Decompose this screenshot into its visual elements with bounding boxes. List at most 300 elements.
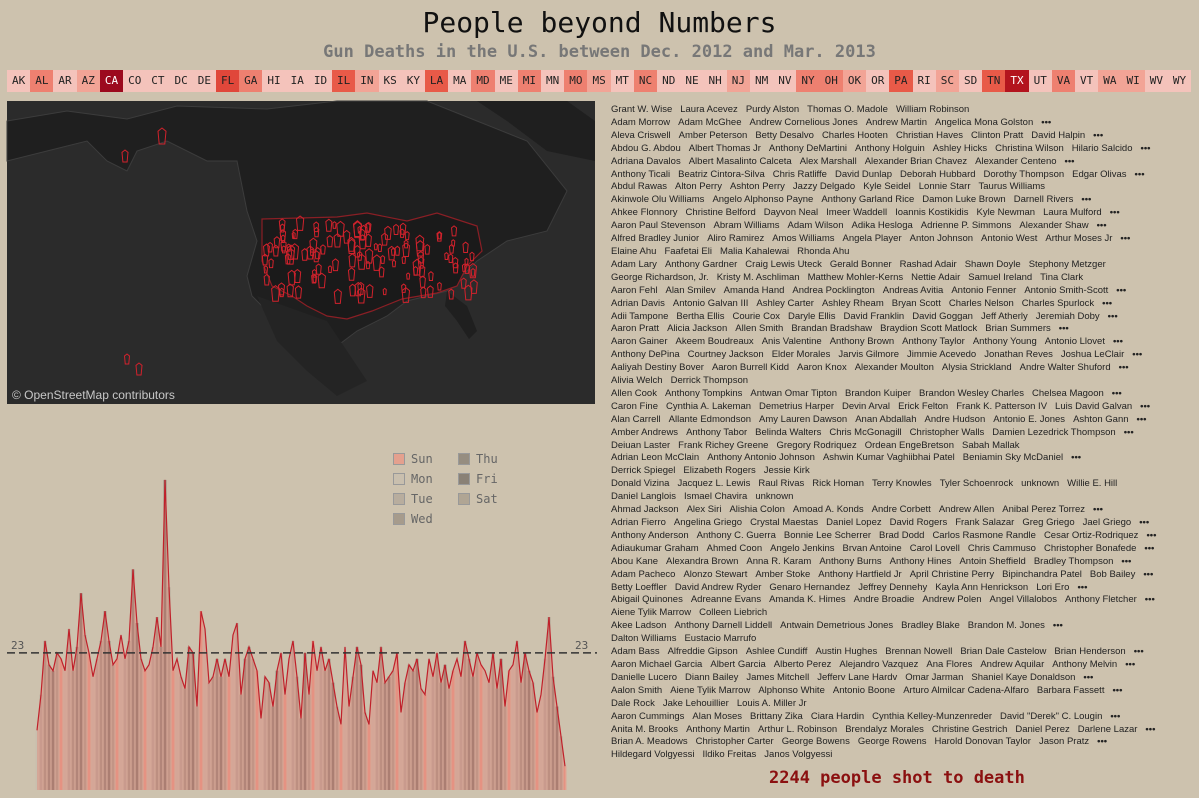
victim-name[interactable]: Grant W. Wise <box>611 104 673 115</box>
victim-name[interactable]: Gerald Bonner <box>829 258 892 270</box>
state-ct[interactable]: CT <box>146 70 169 92</box>
more-names-button[interactable]: ••• <box>1146 529 1157 541</box>
victim-name[interactable]: Bob Bailey <box>1089 568 1136 580</box>
state-pa[interactable]: PA <box>889 70 912 92</box>
state-ga[interactable]: GA <box>239 70 262 92</box>
victim-name[interactable]: Antonio Smith-Scott <box>1024 284 1109 296</box>
victim-name[interactable]: Caron Fine <box>611 400 658 412</box>
victim-name[interactable]: Ismael Chavira <box>683 491 748 503</box>
victim-name[interactable]: Anis Valentine <box>761 336 822 348</box>
victim-name[interactable]: Ciara Hardin <box>810 710 865 722</box>
victim-name[interactable]: Derrick Thompson <box>670 375 749 387</box>
more-names-button[interactable]: ••• <box>1109 207 1120 219</box>
victim-name[interactable]: Brad Dodd <box>879 529 925 541</box>
victim-name[interactable]: Diann Bailey <box>685 671 739 683</box>
victim-name[interactable]: Faafetai Eli <box>664 245 712 257</box>
victim-name[interactable]: Albert Garcia <box>710 658 766 670</box>
victim-name[interactable]: Brandan Bradshaw <box>791 323 873 335</box>
victim-name[interactable]: George Rowens <box>857 736 927 748</box>
victim-name[interactable]: Antonio Llovet <box>1044 336 1105 348</box>
victim-name[interactable]: Deborah Hubbard <box>900 168 976 180</box>
victim-name[interactable]: Bertha Ellis <box>676 310 725 322</box>
victim-name[interactable]: unknown <box>1021 478 1060 490</box>
victim-name[interactable]: Ashley Carter <box>756 297 814 309</box>
victim-name[interactable]: Antonio Boone <box>832 684 896 696</box>
state-or[interactable]: OR <box>866 70 889 92</box>
victim-name[interactable]: Ashton Gann <box>1073 413 1129 425</box>
victim-name[interactable]: Amber Stoke <box>755 568 811 580</box>
victim-name[interactable]: Hildegard Volgyessi <box>611 749 695 761</box>
victim-name[interactable]: Adam McGhee <box>678 116 742 128</box>
victim-name[interactable]: Cynthia A. Lakeman <box>666 400 752 412</box>
victim-name[interactable]: Imeer Waddell <box>826 207 888 219</box>
victim-name[interactable]: Purdy Alston <box>745 104 800 115</box>
state-sd[interactable]: SD <box>959 70 982 92</box>
state-ok[interactable]: OK <box>843 70 866 92</box>
victim-name[interactable]: Ioannis Kostikidis <box>895 207 969 219</box>
victim-name[interactable]: Ordean EngeBretson <box>864 439 954 451</box>
victim-name[interactable]: Andreas Avitia <box>882 284 944 296</box>
victim-name[interactable]: Adii Tampone <box>611 310 669 322</box>
victim-name[interactable]: Janos Volgyessi <box>764 749 833 761</box>
victim-name[interactable]: Frank Richey Greene <box>678 439 769 451</box>
victim-name[interactable]: Adiaukumar Graham <box>611 542 699 554</box>
victim-name[interactable]: Willie E. Hill <box>1067 478 1118 490</box>
victim-name[interactable]: Antonio Fenner <box>951 284 1017 296</box>
state-tx[interactable]: TX <box>1005 70 1028 92</box>
state-oh[interactable]: OH <box>820 70 843 92</box>
victim-name[interactable]: Shawn Doyle <box>964 258 1021 270</box>
victim-name[interactable]: Jazzy Delgado <box>792 181 856 193</box>
victim-name[interactable]: Dorothy Thompson <box>983 168 1065 180</box>
more-names-button[interactable]: ••• <box>1116 284 1127 296</box>
victim-name[interactable]: Adika Hesloga <box>851 220 913 232</box>
victim-name[interactable]: Alan Carrell <box>611 413 661 425</box>
victim-name[interactable]: Amoad A. Konds <box>792 504 864 516</box>
victim-name[interactable]: Alivia Welch <box>611 375 663 387</box>
more-names-button[interactable]: ••• <box>1111 387 1122 399</box>
victim-name[interactable]: Anthony Fletcher <box>1064 594 1137 606</box>
victim-name[interactable]: Bipinchandra Patel <box>1002 568 1082 580</box>
victim-name[interactable]: Greg Griego <box>1022 517 1075 528</box>
victim-name[interactable]: Belinda Walters <box>755 426 822 438</box>
victim-name[interactable]: Andre Walter Shuford <box>1019 362 1111 374</box>
victim-name[interactable]: Anthony C. Guerra <box>696 529 776 541</box>
victim-name[interactable]: Andre Broadie <box>853 594 915 606</box>
victim-name[interactable]: Adrian Leon McClain <box>611 452 700 464</box>
victim-name[interactable]: Luis David Galvan <box>1055 400 1133 412</box>
victim-name[interactable]: Chelsea Magoon <box>1031 387 1104 399</box>
more-names-button[interactable]: ••• <box>1132 349 1143 361</box>
more-names-button[interactable]: ••• <box>1140 142 1151 154</box>
victim-name[interactable]: Ahmad Jackson <box>611 504 679 516</box>
more-names-button[interactable]: ••• <box>1144 542 1155 554</box>
state-ky[interactable]: KY <box>402 70 425 92</box>
victim-name[interactable]: Aaron Paul Stevenson <box>611 220 706 232</box>
victim-name[interactable]: Anthony Young <box>972 336 1037 348</box>
victim-name[interactable]: Braydion Scott Matlock <box>880 323 978 335</box>
victim-name[interactable]: Kyle Newman <box>976 207 1036 219</box>
victim-name[interactable]: Jeff Atherly <box>980 310 1028 322</box>
victim-name[interactable]: Christopher Walls <box>909 426 985 438</box>
more-names-button[interactable]: ••• <box>1144 594 1155 606</box>
more-names-button[interactable]: ••• <box>1120 233 1131 245</box>
state-ks[interactable]: KS <box>379 70 402 92</box>
victim-name[interactable]: Anna R. Karam <box>746 555 812 567</box>
more-names-button[interactable]: ••• <box>1123 426 1134 438</box>
state-wv[interactable]: WV <box>1145 70 1168 92</box>
victim-name[interactable]: Charles Nelson <box>948 297 1014 309</box>
victim-name[interactable]: Adrian Fierro <box>611 517 666 528</box>
victim-name[interactable]: Derrick Spiegel <box>611 465 676 477</box>
victim-name[interactable]: Brvan Antoine <box>842 542 902 554</box>
state-me[interactable]: ME <box>495 70 518 92</box>
victim-name[interactable]: Kayla Ann Henrickson <box>935 581 1029 593</box>
victim-name[interactable]: Christopher Bonafede <box>1043 542 1137 554</box>
victim-name[interactable]: Ana Flores <box>926 658 973 670</box>
victim-name[interactable]: George Bowens <box>781 736 850 748</box>
victim-name[interactable]: Ashley Rheam <box>821 297 884 309</box>
victim-name[interactable]: Aaron Gainer <box>611 336 668 348</box>
more-names-button[interactable]: ••• <box>1139 517 1150 528</box>
victim-name[interactable]: Brendalyz Morales <box>845 723 924 735</box>
victim-name[interactable]: Eustacio Marrufo <box>684 633 757 645</box>
more-names-button[interactable]: ••• <box>1097 736 1108 748</box>
victim-name[interactable]: James Mitchell <box>746 671 810 683</box>
victim-name[interactable]: Brandon Kuiper <box>845 387 912 399</box>
victim-name[interactable]: Abou Kane <box>611 555 659 567</box>
victim-name[interactable]: Donald Vizina <box>611 478 670 490</box>
victim-name[interactable]: Akee Ladson <box>611 620 667 632</box>
victim-name[interactable]: Angel Villalobos <box>989 594 1057 606</box>
victim-name[interactable]: Edgar Olivas <box>1072 168 1127 180</box>
state-ca[interactable]: CA <box>100 70 123 92</box>
victim-name[interactable]: Alejandro Vazquez <box>839 658 919 670</box>
victim-name[interactable]: Anthony Burns <box>819 555 882 567</box>
victim-name[interactable]: George Richardson, Jr. <box>611 271 709 283</box>
victim-name[interactable]: Barbara Fassett <box>1036 684 1105 696</box>
victim-name[interactable]: Hilario Salcido <box>1071 142 1133 154</box>
victim-name[interactable]: Ildiko Freitas <box>702 749 757 761</box>
victim-name[interactable]: Arthur Moses Jr <box>1045 233 1113 245</box>
victim-name[interactable]: Jeffrey Dennehy <box>858 581 928 593</box>
victim-name[interactable]: Aleva Criswell <box>611 129 671 141</box>
victim-name[interactable]: Brandon Wesley Charles <box>919 387 1024 399</box>
victim-name[interactable]: Bradley Thompson <box>1033 555 1114 567</box>
victim-name[interactable]: Louis A. Miller Jr <box>736 697 807 709</box>
state-nv[interactable]: NV <box>773 70 796 92</box>
state-tn[interactable]: TN <box>982 70 1005 92</box>
victim-name[interactable]: Alphonso White <box>758 684 825 696</box>
victim-name[interactable]: Aaron Cummings <box>611 710 685 722</box>
victim-name[interactable]: Thomas O. Madole <box>807 104 888 115</box>
state-in[interactable]: IN <box>355 70 378 92</box>
victim-name[interactable]: Devin Arval <box>842 400 891 412</box>
victim-name[interactable]: Abigail Quinones <box>611 594 683 606</box>
victim-name[interactable]: Nettie Adair <box>911 271 961 283</box>
victim-name[interactable]: Deiuan Laster <box>611 439 671 451</box>
victim-name[interactable]: Demetrius Harper <box>759 400 834 412</box>
victim-name[interactable]: Anthony Ticali <box>611 168 671 180</box>
state-il[interactable]: IL <box>332 70 355 92</box>
victim-name[interactable]: Chris Cammuso <box>967 542 1036 554</box>
victim-name[interactable]: Matthew Mohler-Kerns <box>807 271 904 283</box>
state-hi[interactable]: HI <box>262 70 285 92</box>
victim-name[interactable]: Angelo Jenkins <box>770 542 835 554</box>
victim-name[interactable]: Jason Pratz <box>1038 736 1090 748</box>
victim-name[interactable]: Antonio Galvan III <box>672 297 749 309</box>
state-vt[interactable]: VT <box>1075 70 1098 92</box>
victim-name[interactable]: Andre Corbett <box>871 504 931 516</box>
victim-name[interactable]: Aaron Knox <box>797 362 847 374</box>
victim-name[interactable]: Anita M. Brooks <box>611 723 679 735</box>
victim-name[interactable]: Aaron Burrell Kidd <box>711 362 790 374</box>
victim-name[interactable]: Gregory Rodriquez <box>776 439 857 451</box>
victim-name[interactable]: Genaro Hernandez <box>769 581 851 593</box>
victim-name[interactable]: Bryan Scott <box>891 297 941 309</box>
victim-name[interactable]: Christopher Carter <box>695 736 774 748</box>
victim-name[interactable]: Beniamin Sky McDaniel <box>962 452 1064 464</box>
victim-name[interactable]: Charles Spurlock <box>1021 297 1095 309</box>
victim-name[interactable]: Ashley Hicks <box>932 142 988 154</box>
victim-name[interactable]: Ahkee Flonnory <box>611 207 678 219</box>
victim-name[interactable]: Antoin Sheffield <box>959 555 1026 567</box>
victim-name[interactable]: Brian A. Meadows <box>611 736 688 748</box>
victim-name[interactable]: Antwan Omar Tipton <box>750 387 838 399</box>
state-mn[interactable]: MN <box>541 70 564 92</box>
victim-name[interactable]: Christina Wilson <box>995 142 1064 154</box>
victim-name[interactable]: Jake Lehouillier <box>662 697 729 709</box>
victim-name[interactable]: Clinton Pratt <box>971 129 1024 141</box>
state-id[interactable]: ID <box>309 70 332 92</box>
more-names-button[interactable]: ••• <box>1136 413 1147 425</box>
victim-name[interactable]: Chris Ratliffe <box>772 168 827 180</box>
victim-name[interactable]: Damien Lezedrick Thompson <box>992 426 1116 438</box>
state-sc[interactable]: SC <box>936 70 959 92</box>
victim-name[interactable]: Bradley Blake <box>901 620 960 632</box>
state-ak[interactable]: AK <box>7 70 30 92</box>
map-canvas[interactable] <box>7 101 595 404</box>
victim-name[interactable]: Ashwin Kumar Vaghiibhai Patel <box>822 452 955 464</box>
victim-name[interactable]: Rashad Adair <box>899 258 957 270</box>
state-fl[interactable]: FL <box>216 70 239 92</box>
victim-name[interactable]: Amos Williams <box>772 233 835 245</box>
victim-name[interactable]: Elaine Ahu <box>611 245 657 257</box>
victim-name[interactable]: Anthony Brown <box>829 336 895 348</box>
more-names-button[interactable]: ••• <box>1112 336 1123 348</box>
victim-name[interactable]: Aaliyah Destiny Bover <box>611 362 704 374</box>
victim-name[interactable]: Antwain Demetrious Jones <box>780 620 894 632</box>
victim-name[interactable]: Anthony Garland Rice <box>821 194 915 206</box>
victim-name[interactable]: Dayvon Neal <box>763 207 819 219</box>
more-names-button[interactable]: ••• <box>1125 658 1136 670</box>
state-ms[interactable]: MS <box>587 70 610 92</box>
victim-name[interactable]: Christian Haves <box>895 129 964 141</box>
victim-name[interactable]: Beatriz Cintora-Silva <box>678 168 765 180</box>
more-names-button[interactable]: ••• <box>1071 452 1082 464</box>
victim-name[interactable]: Andrew Cornelious Jones <box>749 116 858 128</box>
victim-name[interactable]: Anthony Melvin <box>1052 658 1118 670</box>
victim-name[interactable]: Anthony DeMartini <box>768 142 848 154</box>
victim-name[interactable]: Danielle Lucero <box>611 671 678 683</box>
victim-name[interactable]: Terry Knowles <box>872 478 932 490</box>
victim-name[interactable]: David Halpin <box>1031 129 1086 141</box>
victim-name[interactable]: Alan Moses <box>692 710 743 722</box>
state-al[interactable]: AL <box>30 70 53 92</box>
state-nm[interactable]: NM <box>750 70 773 92</box>
victim-name[interactable]: Adam Bass <box>611 646 660 658</box>
more-names-button[interactable]: ••• <box>1083 671 1094 683</box>
victim-name[interactable]: Damon Luke Brown <box>922 194 1006 206</box>
more-names-button[interactable]: ••• <box>1058 323 1069 335</box>
victim-name[interactable]: David Dunlap <box>834 168 892 180</box>
victim-name[interactable]: Anibal Perez Torrez <box>1002 504 1086 516</box>
victim-name[interactable]: Anton Johnson <box>909 233 974 245</box>
victim-name[interactable]: Amber Andrews <box>611 426 679 438</box>
victim-name[interactable]: Alfred Bradley Junior <box>611 233 700 245</box>
state-ri[interactable]: RI <box>913 70 936 92</box>
victim-name[interactable]: Anthony Antonio Johnson <box>707 452 815 464</box>
victim-name[interactable]: Aliro Ramirez <box>707 233 765 245</box>
state-nh[interactable]: NH <box>704 70 727 92</box>
more-names-button[interactable]: ••• <box>1121 555 1132 567</box>
state-co[interactable]: CO <box>123 70 146 92</box>
victim-name[interactable]: Samuel Ireland <box>968 271 1033 283</box>
victim-name[interactable]: Alexandra Brown <box>666 555 739 567</box>
victim-name[interactable]: Alex Marshall <box>799 155 857 167</box>
victim-name[interactable]: Anthony Hines <box>889 555 952 567</box>
victim-name[interactable]: Laura Acevez <box>680 104 738 115</box>
victim-name[interactable]: Adam Morrow <box>611 116 671 128</box>
victim-name[interactable]: Ashlee Cundiff <box>745 646 808 658</box>
more-names-button[interactable]: ••• <box>1096 220 1107 232</box>
state-wa[interactable]: WA <box>1098 70 1121 92</box>
state-az[interactable]: AZ <box>77 70 100 92</box>
victim-name[interactable]: Laura Mulford <box>1043 207 1102 219</box>
victim-name[interactable]: Courie Cox <box>732 310 780 322</box>
victim-name[interactable]: Anthony Martin <box>686 723 750 735</box>
state-nc[interactable]: NC <box>634 70 657 92</box>
victim-name[interactable]: Amber Peterson <box>678 129 748 141</box>
victim-name[interactable]: Taurus Williams <box>978 181 1046 193</box>
victim-name[interactable]: Harold Donovan Taylor <box>934 736 1031 748</box>
more-names-button[interactable]: ••• <box>1041 116 1052 128</box>
victim-name[interactable]: Brittany Zika <box>750 710 803 722</box>
victim-name[interactable]: Albert Masalinto Calceta <box>688 155 792 167</box>
state-la[interactable]: LA <box>425 70 448 92</box>
state-va[interactable]: VA <box>1052 70 1075 92</box>
state-ny[interactable]: NY <box>796 70 819 92</box>
victim-name[interactable]: Austin Hughes <box>815 646 878 658</box>
victim-name[interactable]: Adam Wilson <box>787 220 844 232</box>
victim-name[interactable]: Frank Salazar <box>955 517 1015 528</box>
victim-name[interactable]: Adrian Davis <box>611 297 665 309</box>
victim-name[interactable]: Antonio West <box>981 233 1038 245</box>
victim-name[interactable]: Darlene Lazar <box>1077 723 1138 735</box>
victim-name[interactable]: Allante Edmondson <box>668 413 752 425</box>
victim-name[interactable]: Amanda Hand <box>723 284 785 296</box>
victim-name[interactable]: Aaron Pratt <box>611 323 660 335</box>
victim-name[interactable]: Courtney Jackson <box>687 349 764 361</box>
victim-name[interactable]: Albert Thomas Jr <box>688 142 761 154</box>
victim-name[interactable]: Aiene Tylik Marrow <box>611 607 692 619</box>
victim-name[interactable]: Colleen Liebrich <box>699 607 768 619</box>
state-md[interactable]: MD <box>471 70 494 92</box>
more-names-button[interactable]: ••• <box>1140 400 1151 412</box>
victim-name[interactable]: Omar Jarman <box>905 671 964 683</box>
victim-name[interactable]: Andrew Martin <box>865 116 928 128</box>
victim-name[interactable]: Anthony Tabor <box>686 426 748 438</box>
more-names-button[interactable]: ••• <box>1118 362 1129 374</box>
victim-name[interactable]: Ashton Perry <box>729 181 785 193</box>
map-panel[interactable] <box>7 101 595 404</box>
victim-name[interactable]: Jessie Kirk <box>763 465 810 477</box>
state-de[interactable]: DE <box>193 70 216 92</box>
victim-name[interactable]: Alexander Shaw <box>1019 220 1089 232</box>
state-nd[interactable]: ND <box>657 70 680 92</box>
victim-name[interactable]: Brian Henderson <box>1054 646 1126 658</box>
victim-name[interactable]: Anthony Taylor <box>902 336 965 348</box>
victim-name[interactable]: unknown <box>755 491 794 503</box>
victim-name[interactable]: Elder Morales <box>771 349 831 361</box>
victim-name[interactable]: Ahmed Coon <box>706 542 763 554</box>
state-wy[interactable]: WY <box>1168 70 1191 92</box>
more-names-button[interactable]: ••• <box>1093 129 1104 141</box>
victim-name[interactable]: Arturo Almilcar Cadena-Alfaro <box>903 684 1029 696</box>
victim-name[interactable]: Shaniel Kaye Donaldson <box>971 671 1076 683</box>
victim-name[interactable]: Tina Clark <box>1040 271 1084 283</box>
victim-name[interactable]: Joshua LeClair <box>1060 349 1125 361</box>
victim-name[interactable]: April Christine Perry <box>909 568 995 580</box>
state-ma[interactable]: MA <box>448 70 471 92</box>
victim-name[interactable]: Andrew Allen <box>938 504 995 516</box>
victim-name[interactable]: Alan Smilev <box>665 284 716 296</box>
victim-name[interactable]: Andrea Pocklington <box>792 284 875 296</box>
more-names-button[interactable]: ••• <box>1102 297 1113 309</box>
victim-name[interactable]: Brennan Nowell <box>885 646 953 658</box>
victim-name[interactable]: Raul Rivas <box>758 478 805 490</box>
victim-name[interactable]: Crystal Maestas <box>750 517 819 528</box>
victim-name[interactable]: Amy Lauren Dawson <box>759 413 848 425</box>
victim-name[interactable]: Jonathan Reves <box>984 349 1053 361</box>
victim-name[interactable]: Cynthia Kelley-Munzenreder <box>872 710 993 722</box>
more-names-button[interactable]: ••• <box>1064 155 1075 167</box>
victim-name[interactable]: Aaron Fehl <box>611 284 658 296</box>
victim-name[interactable]: Carlos Rasmone Randle <box>932 529 1036 541</box>
victim-name[interactable]: Betty Desalvo <box>755 129 814 141</box>
more-names-button[interactable]: ••• <box>1145 723 1156 735</box>
victim-name[interactable]: Brian Dale Castelow <box>960 646 1047 658</box>
state-dc[interactable]: DC <box>170 70 193 92</box>
victim-name[interactable]: Antonio E. Jones <box>993 413 1066 425</box>
victim-name[interactable]: Carol Lovell <box>909 542 960 554</box>
victim-name[interactable]: Adrienne P. Simmons <box>920 220 1012 232</box>
victim-name[interactable]: Jeremiah Doby <box>1035 310 1100 322</box>
victim-name[interactable]: David Rogers <box>889 517 948 528</box>
victim-name[interactable]: Daryle Ellis <box>787 310 836 322</box>
victim-name[interactable]: Chris McGonagill <box>829 426 902 438</box>
state-ia[interactable]: IA <box>286 70 309 92</box>
more-names-button[interactable]: ••• <box>1052 620 1063 632</box>
more-names-button[interactable]: ••• <box>1077 581 1088 593</box>
victim-name[interactable]: Allen Smith <box>735 323 784 335</box>
victim-name[interactable]: Rick Homan <box>812 478 865 490</box>
victim-name[interactable]: Anthony Anderson <box>611 529 689 541</box>
victim-name[interactable]: Anthony Hartfield Jr <box>818 568 902 580</box>
victim-name[interactable]: Allen Cook <box>611 387 657 399</box>
victim-name[interactable]: Akinwole Olu Williams <box>611 194 705 206</box>
victim-name[interactable]: Sabah Mallak <box>961 439 1020 451</box>
